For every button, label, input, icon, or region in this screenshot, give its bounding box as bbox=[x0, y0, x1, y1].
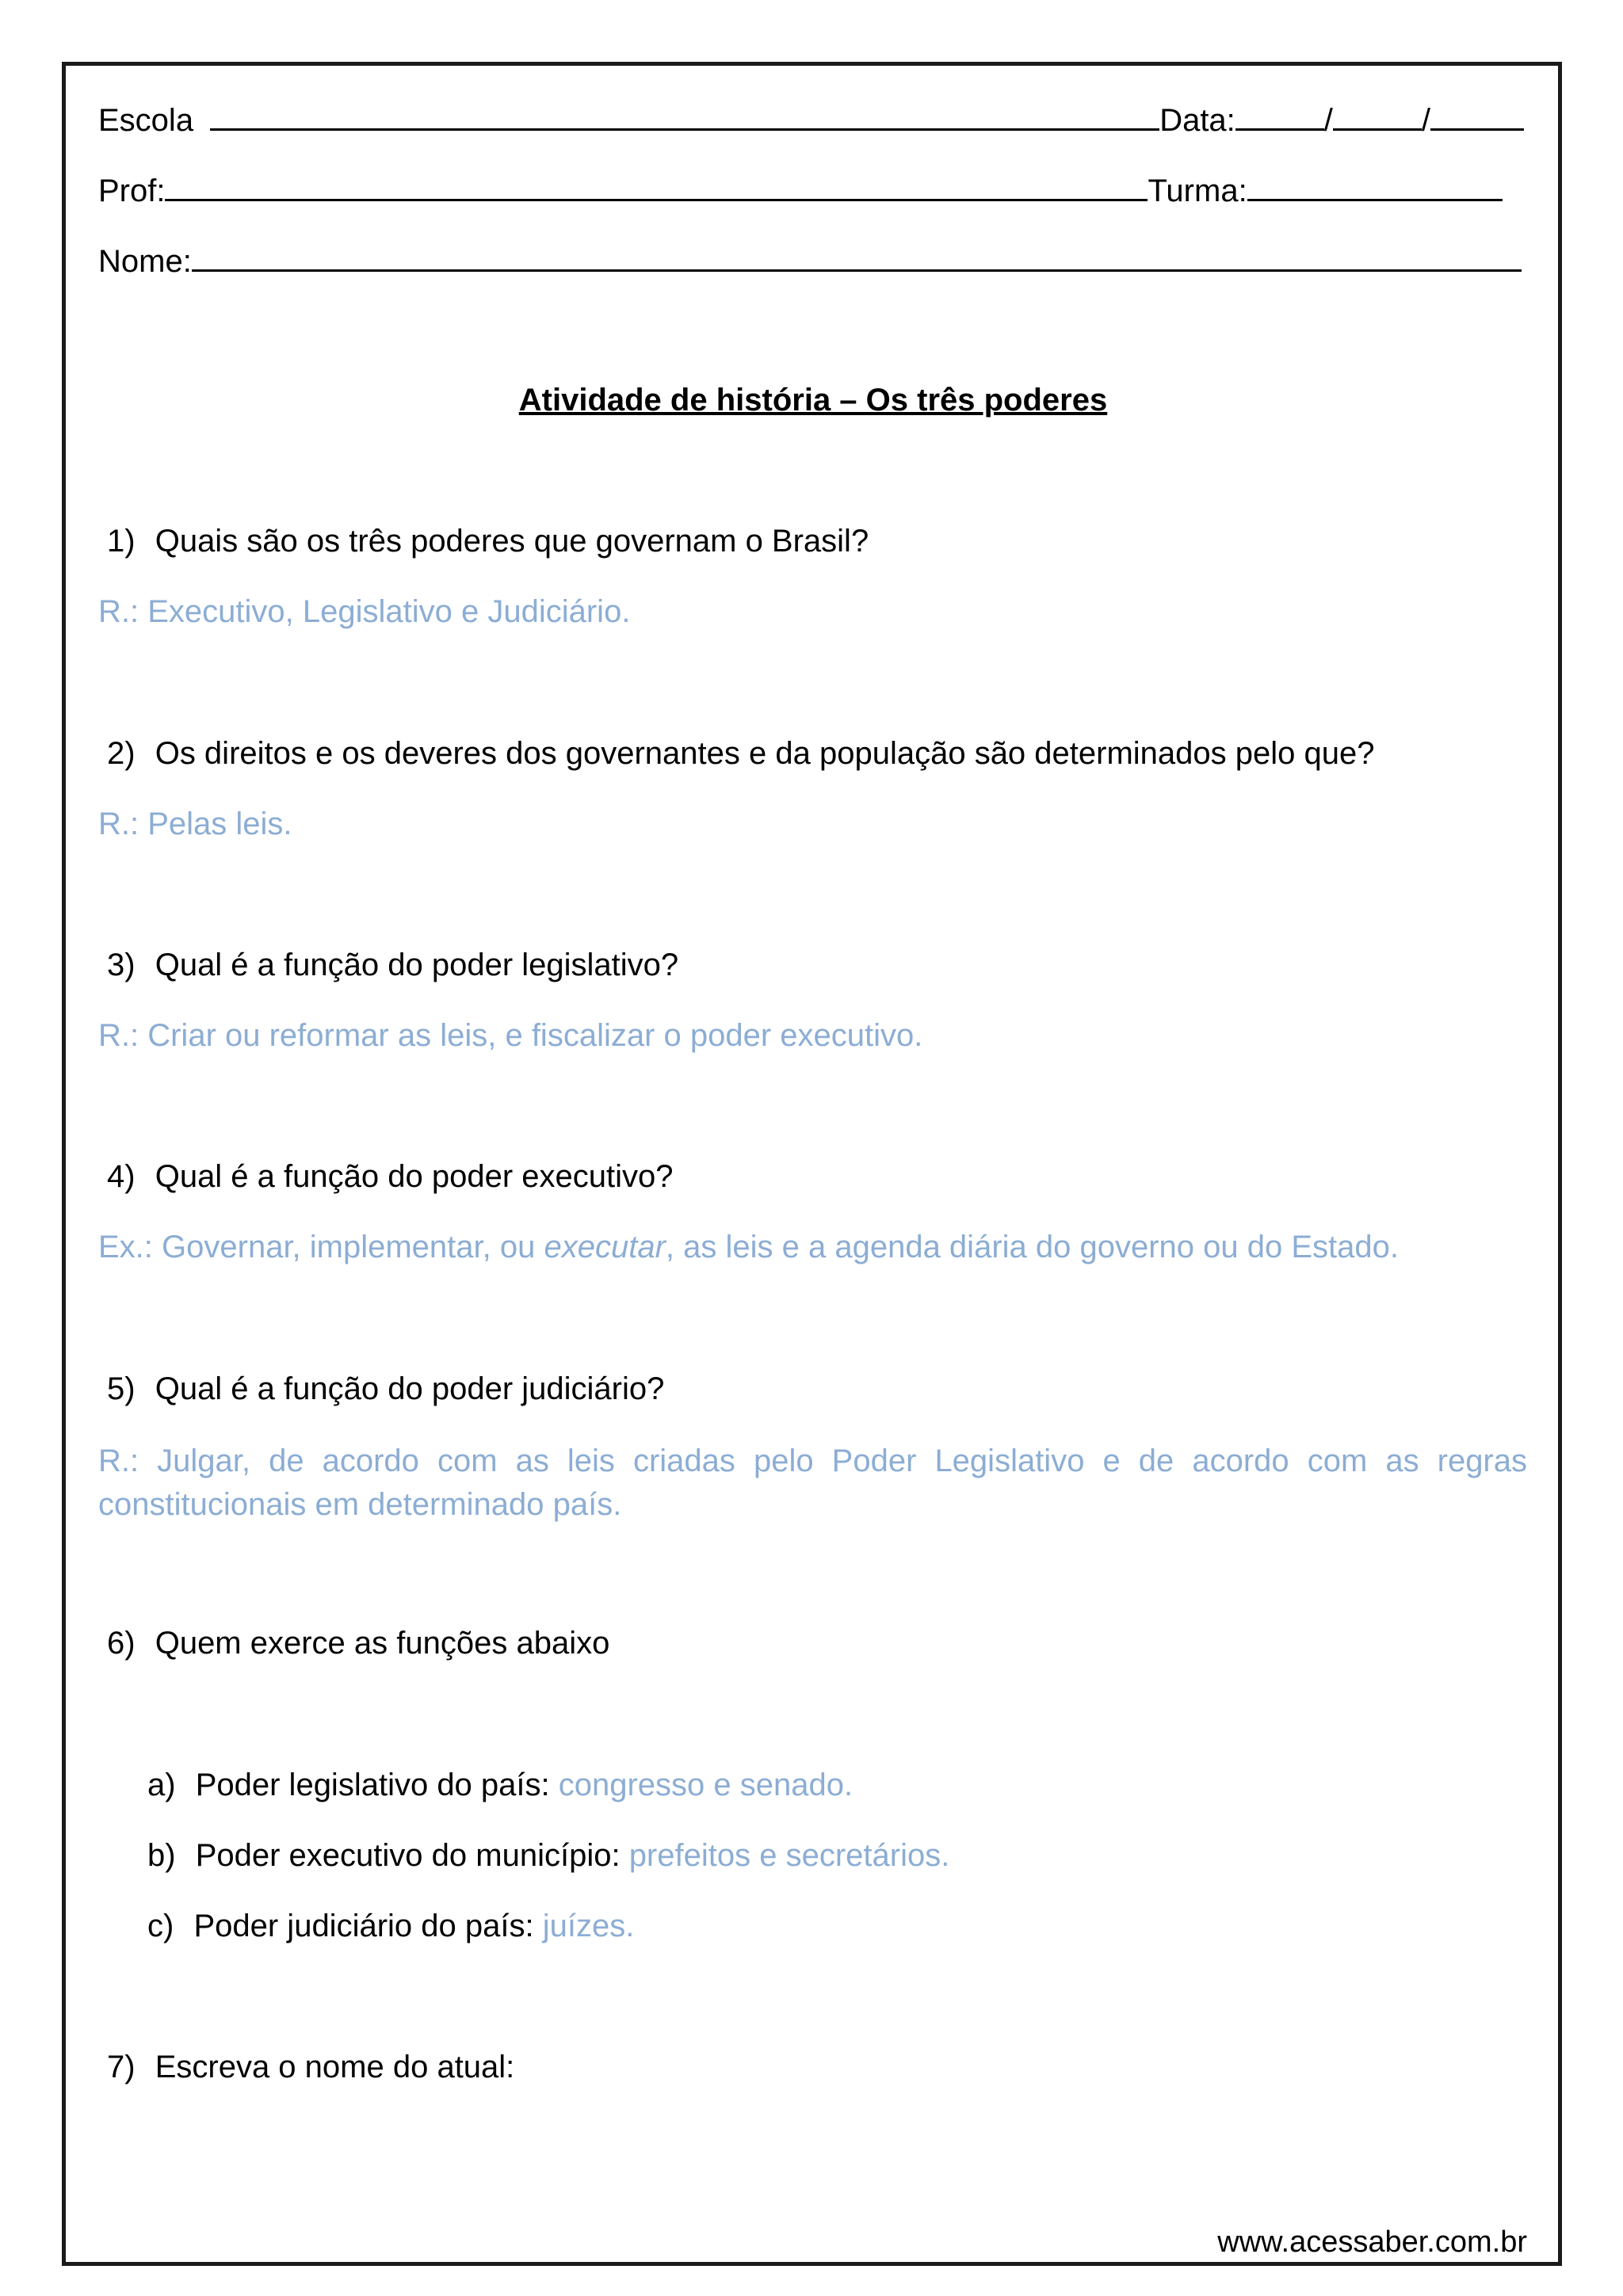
subitem-b-answer: prefeitos e secretários. bbox=[628, 1838, 950, 1873]
subitem-a-answer: congresso e senado. bbox=[558, 1768, 854, 1802]
question-5-number: 5) bbox=[107, 1371, 136, 1406]
question-5 bbox=[107, 1370, 664, 1408]
nome-field[interactable] bbox=[192, 239, 1522, 272]
question-2-text: Os direitos e os deveres dos governantes e da população são determinados pelo que? bbox=[155, 736, 1375, 771]
data-slash-2: / bbox=[1421, 103, 1431, 138]
question-4-text: Qual é a função do poder executivo? bbox=[155, 1159, 674, 1194]
answer-3: R.: Criar ou reformar as leis, e fiscalizar o poder executivo. bbox=[98, 1018, 923, 1053]
prof-label: Prof: bbox=[98, 174, 166, 208]
question-3-number: 3) bbox=[107, 948, 136, 982]
question-6 bbox=[107, 1624, 609, 1662]
question-1-number: 1) bbox=[107, 524, 136, 559]
answer-2: R.: Pelas leis. bbox=[98, 807, 292, 841]
turma-label: Turma: bbox=[1148, 174, 1247, 208]
answer-1: R.: Executivo, Legislativo e Judiciário. bbox=[98, 594, 631, 629]
question-3-text: Qual é a função do poder legislativo? bbox=[155, 948, 679, 982]
prof-field[interactable] bbox=[165, 169, 1148, 201]
subitem-b-letter: b) bbox=[147, 1838, 176, 1873]
question-2 bbox=[107, 734, 1375, 772]
answer-4-prefix: Ex.: Governar, implementar, ou bbox=[98, 1230, 544, 1264]
answer-4-suffix: , as leis e a agenda diária do governo ou do Estado. bbox=[665, 1230, 1400, 1264]
footer-website: www.acessaber.com.br bbox=[1217, 2225, 1527, 2259]
question-7-text: Escreva o nome do atual: bbox=[155, 2050, 515, 2084]
subitem-c-answer: juízes. bbox=[542, 1909, 635, 1943]
subitem-c-letter: c) bbox=[147, 1909, 174, 1943]
answer-4 bbox=[98, 1228, 1399, 1266]
turma-field[interactable] bbox=[1247, 169, 1503, 201]
subitem-a bbox=[147, 1766, 853, 1804]
question-3 bbox=[107, 946, 678, 984]
subitem-c bbox=[147, 1907, 634, 1945]
answer-5: R.: Julgar, de acordo com as leis criadas pelo Poder Legislativo e de acordo com as regras constitucionais em determinado país. bbox=[98, 1444, 1527, 1522]
nome-label: Nome: bbox=[98, 244, 192, 279]
prof-row bbox=[98, 169, 1503, 210]
subitem-a-text: Poder legislativo do país: bbox=[195, 1768, 559, 1802]
question-5-text: Qual é a função do poder judiciário? bbox=[155, 1371, 665, 1406]
escola-label: Escola bbox=[98, 103, 194, 138]
data-slash-1: / bbox=[1323, 103, 1333, 138]
subitem-b-text: Poder executivo do município: bbox=[195, 1838, 629, 1873]
question-6-number: 6) bbox=[107, 1626, 136, 1661]
subitem-c-text: Poder judiciário do país: bbox=[193, 1909, 543, 1943]
question-4-number: 4) bbox=[107, 1159, 136, 1194]
question-6-text: Quem exerce as funções abaixo bbox=[155, 1626, 610, 1661]
data-month-field[interactable] bbox=[1333, 98, 1422, 131]
data-year-field[interactable] bbox=[1430, 98, 1524, 131]
worksheet-title: Atividade de história – Os três poderes bbox=[518, 383, 1108, 418]
question-1-text: Quais são os três poderes que governam o Brasil? bbox=[155, 524, 869, 559]
question-7-number: 7) bbox=[107, 2050, 136, 2084]
data-label: Data: bbox=[1159, 103, 1235, 138]
question-2-number: 2) bbox=[107, 736, 136, 771]
worksheet-title-row bbox=[0, 381, 1623, 419]
question-7 bbox=[107, 2048, 514, 2086]
escola-field[interactable] bbox=[210, 98, 1159, 131]
nome-row bbox=[98, 239, 1522, 280]
subitem-b bbox=[147, 1836, 949, 1875]
question-1 bbox=[107, 522, 869, 560]
data-day-field[interactable] bbox=[1235, 98, 1324, 131]
escola-row bbox=[98, 98, 1524, 139]
answer-4-italic: executar bbox=[544, 1230, 666, 1264]
question-4 bbox=[107, 1158, 674, 1196]
subitem-a-letter: a) bbox=[147, 1768, 176, 1802]
